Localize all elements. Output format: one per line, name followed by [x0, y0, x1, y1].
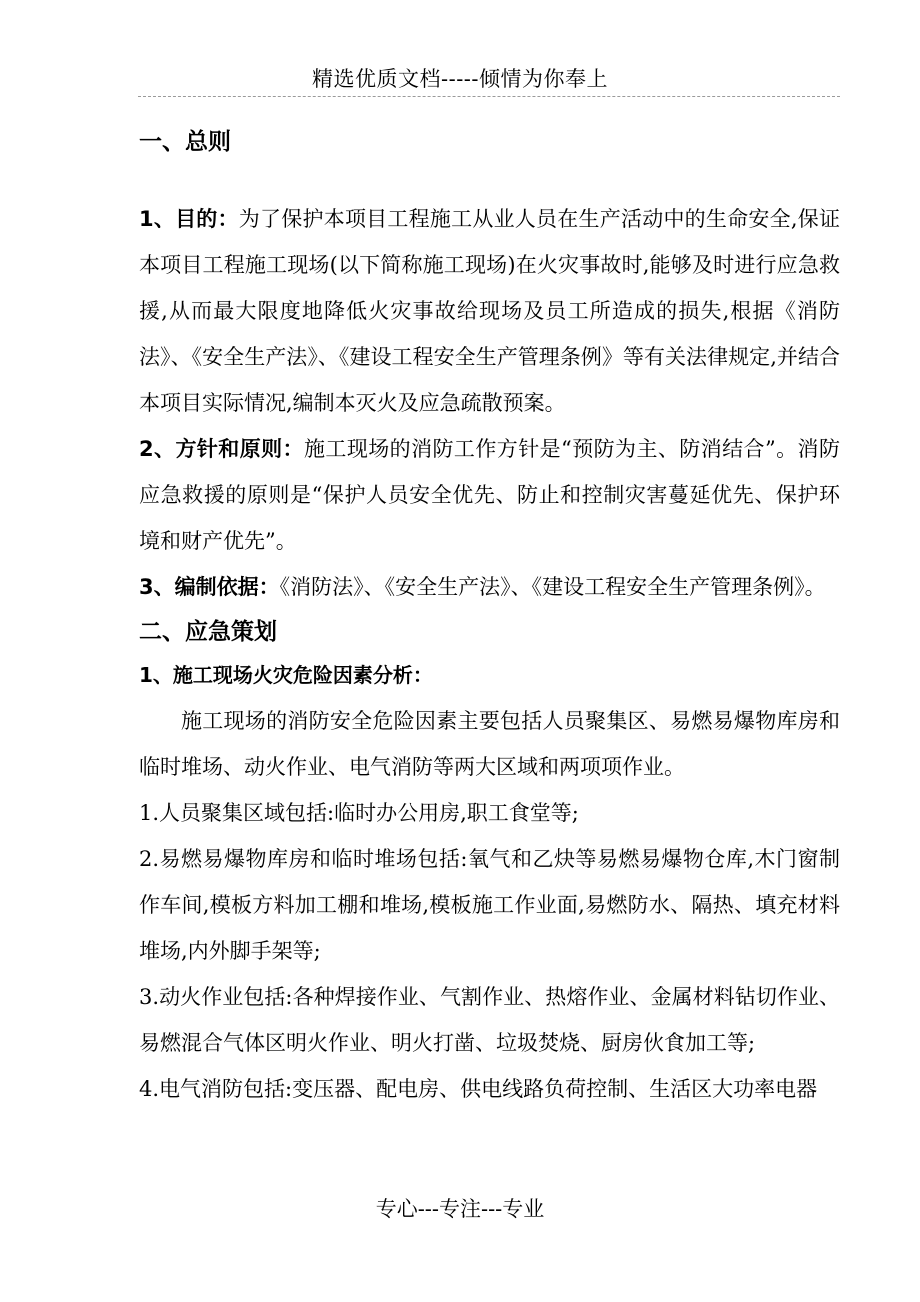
paragraph-lead: 3、编制依据：	[139, 575, 280, 599]
list-item-crowd-areas: 1.人员聚集区域包括:临时办公用房,职工食堂等;	[139, 801, 579, 825]
section-title-general: 一、总则	[139, 129, 231, 155]
paragraph-purpose	[139, 196, 840, 426]
subsection-title-fire-hazards: 1、施工现场火灾危险因素分析：	[139, 663, 433, 687]
paragraph-text: 为了保护本项目工程施工从业人员在生产活动中的生命安全,保证本项目工程施工现场(以下简称施工现场)在火灾事故时,能够及时进行应急救援,从而最大限度地降低火灾事故给现场及员工所造成的损失,根据《消防法》、《安全生产法》、《建设工程安全生产管理条例》等有关法律规定,并结合本项目实际情况,编制本灭火及应急疏散预案。	[139, 207, 840, 415]
paragraph-lead: 1、目的：	[139, 207, 239, 231]
paragraph-text: 《消防法》、《安全生产法》、《建设工程安全生产管理条例》。	[279, 575, 826, 599]
list-item-electrical: 4.电气消防包括:变压器、配电房、供电线路负荷控制、生活区大功率电器	[139, 1077, 818, 1101]
document-body	[139, 122, 840, 1112]
paragraph-basis	[139, 564, 840, 610]
section-title-emergency-planning: 二、应急策划	[139, 619, 277, 645]
header-divider	[138, 96, 840, 97]
paragraph-principles	[139, 426, 840, 564]
paragraph-lead: 2、方针和原则：	[139, 437, 304, 461]
page-footer: 专心---专注---专业	[375, 1197, 545, 1221]
page-header: 精选优质文档-----倾情为你奉上	[312, 67, 608, 91]
paragraph-hazard-intro: 施工现场的消防安全危险因素主要包括人员聚集区、易燃易爆物库房和临时堆场、动火作业、电气消防等两大区域和两项项作业。	[139, 709, 840, 779]
list-item-flammable-storage: 2.易燃易爆物库房和临时堆场包括:氧气和乙炔等易燃易爆物仓库,木门窗制作车间,模板方料加工棚和堆场,模板施工作业面,易燃防水、隔热、填充材料堆场,内外脚手架等;	[139, 847, 840, 963]
paragraph-text: 施工现场的消防工作方针是“预防为主、防消结合”。消防应急救援的原则是“保护人员安全优先、防止和控制灾害蔓延优先、保护环境和财产优先”。	[139, 437, 840, 553]
spacer	[139, 162, 840, 196]
list-item-hot-work: 3.动火作业包括:各种焊接作业、气割作业、热熔作业、金属材料钻切作业、易燃混合气体区明火作业、明火打凿、垃圾焚烧、厨房伙食加工等;	[139, 985, 840, 1055]
